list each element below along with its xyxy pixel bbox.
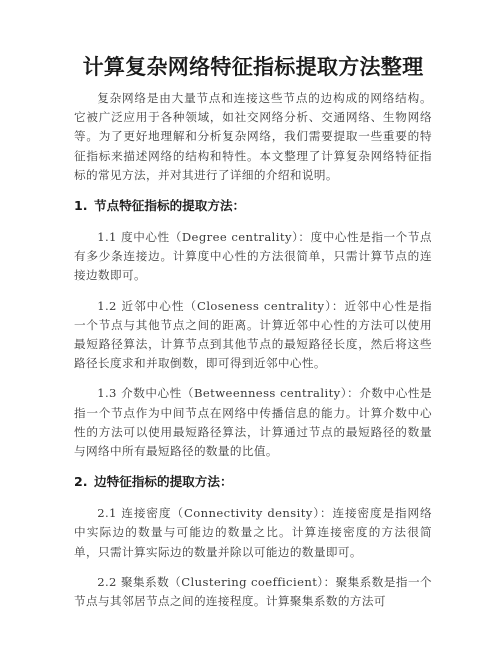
section-2-item-2: 2.2 聚集系数（Clustering coefficient）：聚集系数是指一个节点与其邻居节点之间的连接程度。计算聚集系数的方法可 xyxy=(74,574,432,609)
section-1-item-3: 1.3 介数中心性（Betweenness centrality）：介数中心性是指一个节点作为中间节点在网络中传播信息的能力。计算介数中心性的方法可以使用最短路径算法，计算通过节点的最短路径的数量与网络中所有最短路径的数量的比值。 xyxy=(74,386,432,459)
intro-paragraph: 复杂网络是由大量节点和连接这些节点的边构成的网络结构。它被广泛应用于各种领域，如社交网络分析、交通网络、生物网络等。为了更好地理解和分析复杂网络，我们需要提取一些重要的特征指标来描述网络的结构和特性。本文整理了计算复杂网络特征指标的常见方法，并对其进行了详细的介绍和说明。 xyxy=(74,91,432,182)
section-1-item-2: 1.2 近邻中心性（Closeness centrality）：近邻中心性是指一个节点与其他节点之间的距离。计算近邻中心性的方法可以使用最短路径算法，计算节点到其他节点的最短路径长度，然后将这些路径长度求和并取倒数，即可得到近邻中心性。 xyxy=(74,298,432,371)
section-number-1: 1. xyxy=(74,198,88,214)
section-2-item-1: 2.1 连接密度（Connectivity density）：连接密度是指网络中实际边的数量与可能边的数量之比。计算连接密度的方法很简单，只需计算实际边的数量并除以可能边的数量即可。 xyxy=(74,506,432,559)
section-heading-text-1: 节点特征指标的提取方法： xyxy=(94,198,246,214)
section-heading-1 xyxy=(74,196,432,216)
document-title: 计算复杂网络特征指标提取方法整理 xyxy=(82,55,424,79)
section-1-item-1: 1.1 度中心性（Degree centrality）：度中心性是指一个节点有多少条连接边。计算度中心性的方法很简单，只需计算节点的连接边数即可。 xyxy=(74,230,432,283)
section-number-2: 2. xyxy=(74,474,88,490)
section-heading-2 xyxy=(74,472,432,492)
section-heading-text-2: 边特征指标的提取方法： xyxy=(94,474,233,490)
